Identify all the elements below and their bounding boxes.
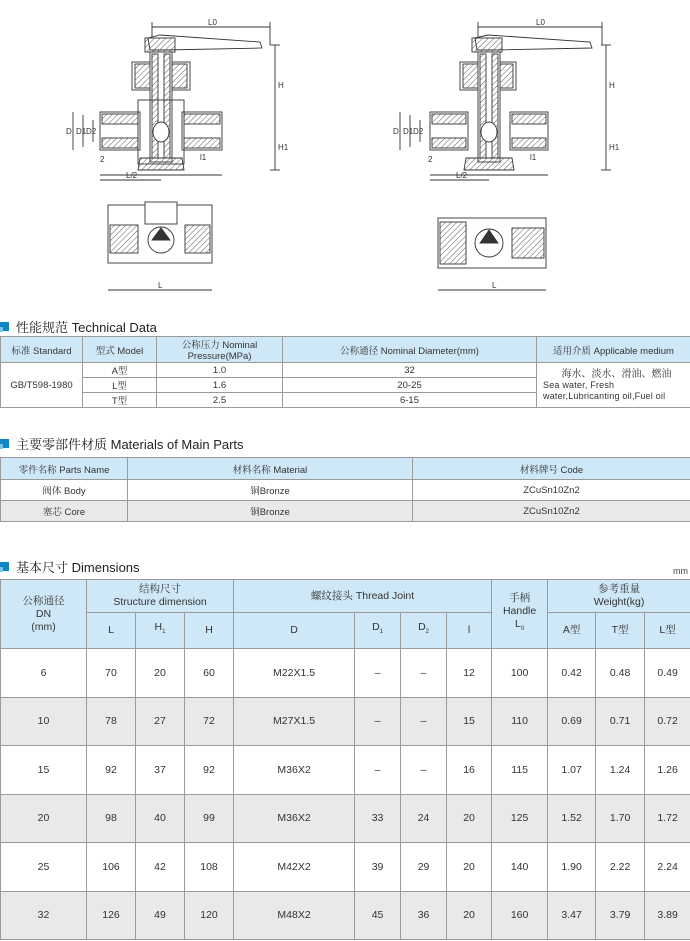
cell-l: 20 [447, 891, 492, 940]
dimensions-table [0, 579, 690, 940]
col-d2: $D_2$ [401, 613, 447, 649]
table-row [1, 843, 690, 892]
col-l-small: l [447, 613, 492, 649]
technical-data-title: 性能规范 Technical Data [0, 317, 157, 336]
col-thread-joint: 螺纹接头 Thread Joint [234, 580, 492, 613]
cell-h1: 37 [136, 746, 185, 795]
col-weight: 参考重量 Weight(kg) [548, 580, 690, 613]
cell-d2: – [401, 697, 447, 746]
label-two-left: 2 [100, 155, 105, 164]
cell-a: 3.47 [548, 891, 596, 940]
cell-a: 1.90 [548, 843, 596, 892]
cell-d1: 45 [355, 891, 401, 940]
cell-l0: 110 [492, 697, 548, 746]
cell-d2: – [401, 649, 447, 698]
col-standard: 标准 Standard [1, 337, 83, 363]
col-part-name: 零件名称 Parts Name [1, 458, 128, 480]
cell-l: 126 [87, 891, 136, 940]
col-h: H [185, 613, 234, 649]
cell-l: 20 [447, 843, 492, 892]
part-cell: 阀体 Body [1, 480, 128, 501]
cell-l: 15 [447, 697, 492, 746]
cell-lw: 0.49 [645, 649, 690, 698]
diameter-cell: 32 [283, 363, 537, 378]
label-h1-right: H1 [609, 143, 620, 152]
cell-dn: 15 [1, 746, 87, 795]
cell-d2: 36 [401, 891, 447, 940]
table-row [1, 891, 690, 940]
cell-t: 3.79 [596, 891, 645, 940]
cell-l: 12 [447, 649, 492, 698]
col-l: L [87, 613, 136, 649]
valve-drawings [0, 0, 690, 300]
cell-d2: 24 [401, 794, 447, 843]
cell-h1: 40 [136, 794, 185, 843]
medium-cell [537, 363, 690, 408]
cell-l0: 160 [492, 891, 548, 940]
cell-l0: 115 [492, 746, 548, 795]
label-d2-left: D2 [86, 127, 97, 136]
col-pressure: 公称压力 Nominal Pressure(MPa) [157, 337, 283, 363]
code-cell: ZCuSn10Zn2 [413, 480, 690, 501]
label-d2-right: D2 [413, 127, 424, 136]
cell-l0: 100 [492, 649, 548, 698]
medium-cn: 海水、淡水、滑油、燃油 [561, 368, 672, 380]
cell-l: 92 [87, 746, 136, 795]
label-h1-left: H1 [278, 143, 289, 152]
cell-d: M22X1.5 [234, 649, 355, 698]
dimensions-body [1, 649, 690, 940]
table-header-row [1, 580, 690, 613]
section-bullet-icon [0, 322, 9, 331]
table-row [1, 363, 690, 378]
table-subheader-row [1, 613, 690, 649]
material-cell: 铜Bronze [128, 480, 413, 501]
cell-dn: 6 [1, 649, 87, 698]
cell-t: 0.71 [596, 697, 645, 746]
pressure-cell: 2.5 [157, 393, 283, 408]
cell-h1: 49 [136, 891, 185, 940]
cell-h: 120 [185, 891, 234, 940]
code-cell: ZCuSn10Zn2 [413, 501, 690, 522]
label-l2-right: L/2 [456, 171, 468, 180]
label-l1-left: l1 [200, 153, 207, 162]
cell-lw: 0.72 [645, 697, 690, 746]
cell-d1: – [355, 649, 401, 698]
col-code: 材料牌号 Code [413, 458, 690, 480]
cell-d: M48X2 [234, 891, 355, 940]
diameter-cell: 20-25 [283, 378, 537, 393]
part-cell: 塞芯 Core [1, 501, 128, 522]
pressure-cell: 1.0 [157, 363, 283, 378]
materials-table [0, 457, 690, 522]
cell-d1: 39 [355, 843, 401, 892]
cell-lw: 1.26 [645, 746, 690, 795]
label-d-right: D [393, 127, 399, 136]
cell-t: 0.48 [596, 649, 645, 698]
col-weight-t: T型 [596, 613, 645, 649]
cell-dn: 25 [1, 843, 87, 892]
label-l-left: L [158, 281, 163, 290]
technical-data-table [0, 336, 690, 408]
cell-d: M27X1.5 [234, 697, 355, 746]
label-l0-left: L0 [208, 18, 217, 27]
col-diameter: 公称通径 Nominal Diameter(mm) [283, 337, 537, 363]
cell-t: 2.22 [596, 843, 645, 892]
table-header-row [1, 337, 690, 363]
cell-h1: 27 [136, 697, 185, 746]
cell-a: 0.69 [548, 697, 596, 746]
col-model: 型式 Model [83, 337, 157, 363]
col-weight-l: L型 [645, 613, 690, 649]
cell-t: 1.70 [596, 794, 645, 843]
label-d1-right: D1 [403, 127, 414, 136]
label-h-right: H [609, 81, 615, 90]
col-weight-a: A型 [548, 613, 596, 649]
label-d1-left: D1 [76, 127, 87, 136]
cell-d2: – [401, 746, 447, 795]
col-h1: $H_1$ [136, 613, 185, 649]
diameter-cell: 6-15 [283, 393, 537, 408]
model-cell: T型 [83, 393, 157, 408]
cell-dn: 20 [1, 794, 87, 843]
table-row [1, 480, 690, 501]
col-medium: 适用介质 Applicable medium [537, 337, 690, 363]
cell-d: M36X2 [234, 746, 355, 795]
col-d: D [234, 613, 355, 649]
table-row [1, 501, 690, 522]
cell-lw: 1.72 [645, 794, 690, 843]
cell-l: 78 [87, 697, 136, 746]
standard-cell: GB/T598-1980 [1, 363, 83, 408]
cell-l: 16 [447, 746, 492, 795]
cell-d1: – [355, 697, 401, 746]
col-handle: 手柄 Handle $L_0$ [492, 580, 548, 649]
cell-l0: 125 [492, 794, 548, 843]
cell-h: 60 [185, 649, 234, 698]
unit-label: mm [673, 566, 688, 576]
cell-dn: 10 [1, 697, 87, 746]
col-material: 材料名称 Material [128, 458, 413, 480]
cell-h: 72 [185, 697, 234, 746]
medium-en: Sea water, Fresh water,Lubricanting oil,Fuel oil [543, 379, 666, 401]
cell-t: 1.24 [596, 746, 645, 795]
label-h-left: H [278, 81, 284, 90]
cell-a: 1.52 [548, 794, 596, 843]
cell-l: 98 [87, 794, 136, 843]
cell-h1: 20 [136, 649, 185, 698]
label-l0-right: L0 [536, 18, 545, 27]
table-header-row [1, 458, 690, 480]
cell-h: 108 [185, 843, 234, 892]
cell-d: M42X2 [234, 843, 355, 892]
cell-d2: 29 [401, 843, 447, 892]
col-structure: 结构尺寸 Structure dimension [87, 580, 234, 613]
model-cell: A型 [83, 363, 157, 378]
cell-l: 106 [87, 843, 136, 892]
materials-title: 主要零部件材质 Materials of Main Parts [0, 434, 244, 453]
cell-h: 99 [185, 794, 234, 843]
cell-a: 1.07 [548, 746, 596, 795]
label-l1-right: l1 [530, 153, 537, 162]
cell-h: 92 [185, 746, 234, 795]
cell-l: 20 [447, 794, 492, 843]
col-d1: $D_1$ [355, 613, 401, 649]
cell-lw: 2.24 [645, 843, 690, 892]
cell-h1: 42 [136, 843, 185, 892]
label-l-right: L [492, 281, 497, 290]
cell-l: 70 [87, 649, 136, 698]
label-two-right: 2 [428, 155, 433, 164]
label-d-left: D [66, 127, 72, 136]
cell-d1: – [355, 746, 401, 795]
section-bullet-icon [0, 562, 9, 571]
col-dn: 公称通径 DN (mm) [1, 580, 87, 649]
table-row [1, 746, 690, 795]
material-cell: 铜Bronze [128, 501, 413, 522]
model-cell: L型 [83, 378, 157, 393]
table-row [1, 649, 690, 698]
section-bullet-icon [0, 439, 9, 448]
cell-d1: 33 [355, 794, 401, 843]
label-l2-left: L/2 [126, 171, 138, 180]
cell-a: 0.42 [548, 649, 596, 698]
pressure-cell: 1.6 [157, 378, 283, 393]
cell-lw: 3.89 [645, 891, 690, 940]
cell-d: M36X2 [234, 794, 355, 843]
table-row [1, 794, 690, 843]
table-row [1, 697, 690, 746]
dimensions-title: 基本尺寸 Dimensions [0, 557, 140, 576]
cell-l0: 140 [492, 843, 548, 892]
cell-dn: 32 [1, 891, 87, 940]
